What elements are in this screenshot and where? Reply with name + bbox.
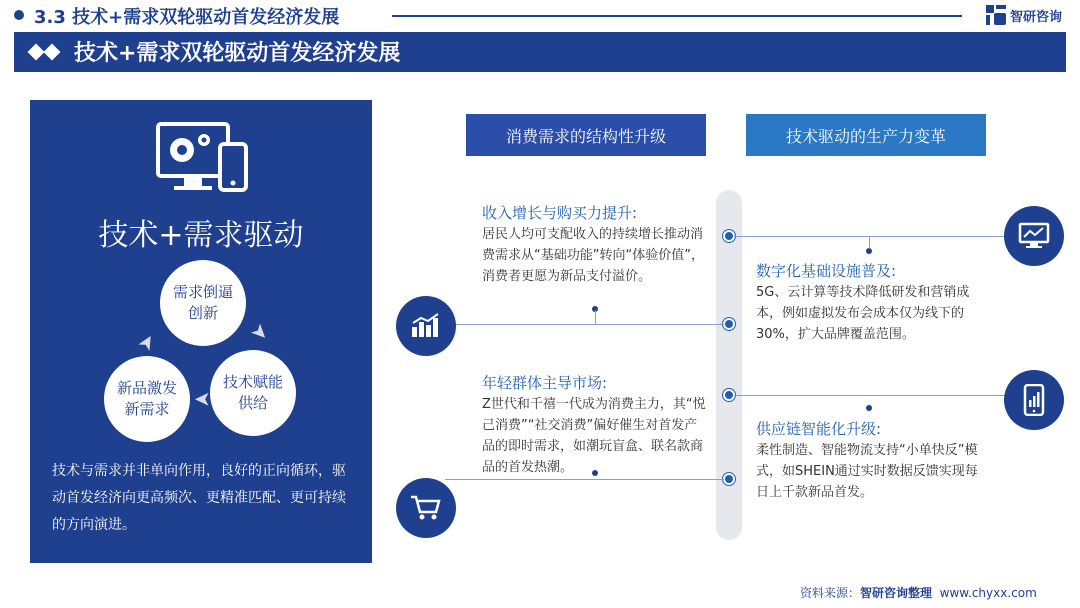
shopping-cart-icon: [396, 478, 456, 538]
diamond-icon: [28, 44, 64, 60]
top-bar: [0, 0, 1080, 30]
logo-text: 智研咨询: [1010, 9, 1063, 25]
connector-line: [445, 324, 724, 325]
computer-gear-phone-icon: [154, 120, 250, 196]
driver-cycle-diagram: [30, 260, 372, 450]
cycle-node-right: 技术赋能供给: [210, 350, 296, 436]
item-text-digital-infra: 5G、云计算等技术降低研发和营销成本，例如虚拟发布会成本仅为线下的30%，扩大品牌覆盖范围。: [756, 285, 970, 342]
connector-line: [445, 479, 724, 480]
banner-title: 技术+需求双轮驱动首发经济发展: [74, 41, 401, 66]
connector-dot: [866, 405, 872, 411]
item-text-supply-chain: 柔性制造、智能物流支持“小单快反”模式，如SHEIN通过实时数据反馈实现每日上千款新品首发。: [756, 443, 978, 500]
left-panel-title: 技术+需求驱动: [98, 218, 304, 253]
left-panel-description: 技术与需求并非单向作用，良好的正向循环，驱动首发经济向更高频次、更精准匹配、更可持续的方向演进。: [52, 463, 346, 533]
cycle-node-top: 需求倒逼创新: [160, 260, 246, 346]
header-divider: [392, 15, 962, 17]
source-footer: [800, 584, 1037, 601]
connector-line: [595, 310, 596, 324]
cycle-node-left: 新品激发新需求: [104, 356, 190, 442]
source-site: www.chyxx.com: [939, 586, 1037, 600]
source-name: 智研咨询整理: [860, 586, 933, 600]
connector-line: [734, 236, 1010, 237]
timeline-bar: [716, 190, 742, 540]
item-text-income: 居民人均可支配收入的持续增长推动消费需求从“基础功能”转向“体验价值”，消费者更愿为新品支付溢价。: [482, 227, 704, 284]
cycle-arrow-icon: ➤: [245, 317, 275, 347]
cycle-arrow-icon: ➤: [131, 328, 161, 356]
monitor-trend-icon: [1004, 206, 1064, 266]
section-title: 3.3 技术+需求双轮驱动首发经济发展: [34, 7, 340, 28]
bar-chart-icon: [396, 296, 456, 356]
mobile-chart-icon: [1004, 370, 1064, 430]
section-bullet: [14, 10, 24, 20]
item-title-income: 收入增长与购买力提升:: [482, 204, 638, 222]
connector-line: [734, 395, 1010, 396]
source-label: 资料来源：: [800, 586, 861, 600]
item-title-youth: 年轻群体主导市场:: [482, 374, 608, 392]
header-consumer-demand: 消费需求的结构性升级: [466, 114, 706, 156]
logo: [986, 5, 1062, 25]
timeline-dot: [723, 318, 735, 330]
logo-icon: [986, 5, 1006, 25]
connector-line: [869, 237, 870, 249]
header-tech-productivity: 技术驱动的生产力变革: [746, 114, 986, 156]
title-banner: [14, 32, 1066, 72]
item-title-supply-chain: 供应链智能化升级:: [756, 420, 882, 438]
item-title-digital-infra: 数字化基础设施普及:: [756, 262, 897, 280]
left-panel: [30, 100, 372, 563]
timeline-dot: [723, 473, 735, 485]
cycle-arrow-icon: ➤: [194, 388, 211, 412]
item-text-youth: Z世代和千禧一代成为消费主力，其“悦己消费”“社交消费”偏好催生对首发产品的即时需求，如潮玩盲盒、联名款商品的首发热潮。: [482, 397, 706, 475]
